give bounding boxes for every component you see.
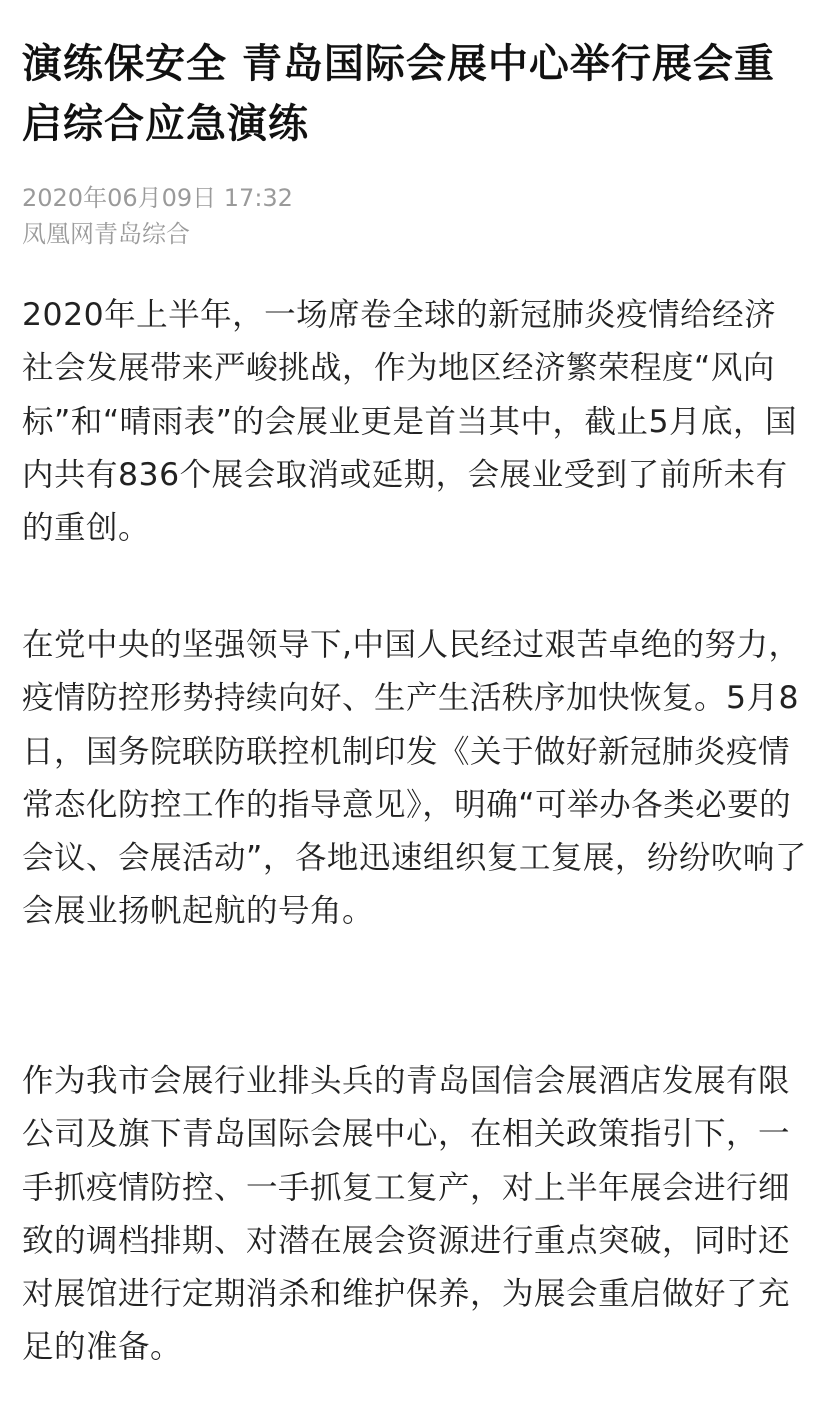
article-meta <box>22 180 806 252</box>
paragraph-1: 2020年上半年，一场席卷全球的新冠肺炎疫情给经济社会发展带来严峻挑战，作为地区经济繁荣程度“风向标”和“晴雨表”的会展业更是首当其中，截止5月底，国内共有836个展会取消或延期，会展业受到了前所未有的重创。 <box>22 297 798 547</box>
publish-date: 2020年06月09日 17:32 <box>22 184 293 212</box>
article-title: 演练保安全 青岛国际会展中心举行展会重启综合应急演练 <box>22 41 775 147</box>
paragraph-3: 作为我市会展行业排头兵的青岛国信会展酒店发展有限公司及旗下青岛国际会展中心，在相关政策指引下，一手抓疫情防控、一手抓复工复产，对上半年展会进行细致的调档排期、对潜在展会资源进行重点突破，同时还对展馆进行定期消杀和维护保养，为展会重启做好了充足的准备。 <box>22 1063 791 1366</box>
paragraph-2: 在党中央的坚强领导下,中国人民经过艰苦卓绝的努力，疫情防控形势持续向好、生产生活秩序加快恢复。5月8日，国务院联防联控机制印发《关于做好新冠肺炎疫情常态化防控工作的指导意见》，明确“可举办各类必要的会议、会展活动”，各地迅速组织复工复展，纷纷吹响了会展业扬帆起航的号角。 <box>22 627 807 930</box>
article-source: 凤凰网青岛综合 <box>22 220 190 248</box>
